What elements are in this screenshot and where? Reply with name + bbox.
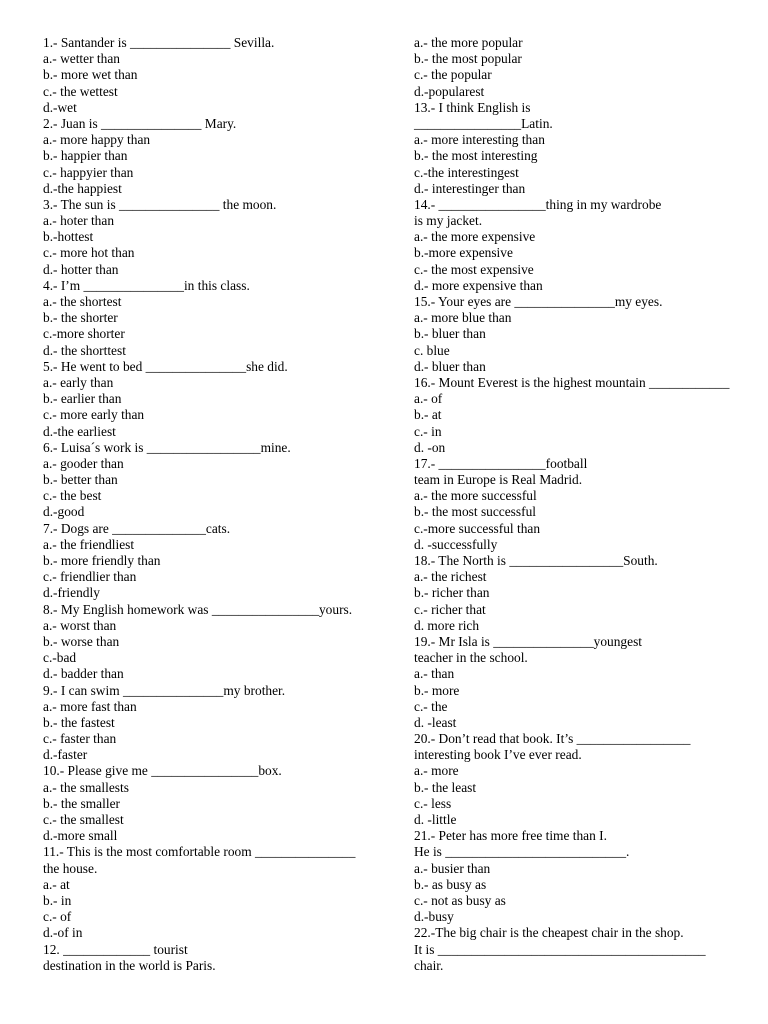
text-line: c.- the popular: [414, 67, 492, 83]
text-line: a.- the more popular: [414, 35, 523, 50]
text-line: b.- the most successful: [414, 504, 536, 520]
text-line: a.- gooder than: [43, 455, 124, 471]
text-line: b.- in: [43, 892, 72, 908]
text-line: 5.- He went to bed _______________she did.: [43, 358, 288, 374]
text-line: c.- the wettest: [43, 83, 118, 99]
text-line: a.- the friendliest: [43, 536, 135, 552]
text-line: b.- the least: [414, 779, 477, 795]
text-line: a.- the shortest: [43, 294, 122, 309]
text-line: c.- the smallest: [43, 812, 124, 827]
text-line: 1.- Santander is _______________ Sevilla.: [43, 35, 275, 50]
text-line: 19.- Mr Isla is _______________youngest: [414, 633, 643, 649]
text-line: a.- wetter than: [43, 51, 120, 67]
text-line: c.-bad: [43, 650, 77, 666]
right-column: [414, 35, 768, 974]
text-line: a.- more happy than: [43, 132, 151, 148]
text-line: 11.- This is the most comfortable room _______________: [43, 844, 356, 860]
left-column: [43, 35, 395, 974]
text-line: d.-popularest: [414, 83, 485, 99]
text-line: c.- in: [414, 423, 442, 439]
text-line: c.- more early than: [43, 407, 145, 423]
text-line: b.- the most interesting: [414, 148, 538, 164]
text-line: 7.- Dogs are ______________cats.: [43, 520, 231, 536]
text-line: 4.- I’m _______________in this class.: [43, 277, 250, 293]
text-line: d.- more expensive than: [414, 277, 543, 293]
text-line: c.-more shorter: [43, 326, 125, 342]
text-line: b.- as busy as: [414, 876, 487, 892]
text-line: 15.- Your eyes are _______________my eyes.: [414, 294, 663, 309]
text-line: d.- interestinger than: [414, 180, 526, 196]
text-line: c.- not as busy as: [414, 892, 506, 908]
text-line: 17.- ________________football: [414, 455, 588, 471]
text-line: b.- better than: [43, 472, 118, 488]
text-line: a.- the more expensive: [414, 229, 536, 245]
text-line: the house.: [43, 860, 98, 876]
text-line: c.- happyier than: [43, 164, 134, 180]
text-line: 3.- The sun is _______________ the moon.: [43, 196, 277, 212]
text-line: 21.- Peter has more free time than I.: [414, 828, 607, 844]
text-line: d. -least: [414, 714, 457, 730]
text-line: 10.- Please give me ________________box.: [43, 763, 282, 779]
text-line: d.- the shorttest: [43, 342, 126, 358]
text-line: b.- the smaller: [43, 795, 120, 811]
text-line: d.-faster: [43, 747, 88, 763]
text-line: b.- more friendly than: [43, 553, 161, 568]
text-line: c.- richer that: [414, 601, 486, 617]
text-line: b.- more: [414, 682, 460, 698]
text-line: chair.: [414, 957, 444, 973]
text-line: 8.- My English homework was ________________yours.: [43, 601, 353, 617]
text-line: d. -little: [414, 812, 457, 827]
text-line: a.- the richest: [414, 569, 487, 585]
text-line: d.- hotter than: [43, 261, 119, 277]
text-line: 9.- I can swim _______________my brother.: [43, 682, 286, 698]
text-line: 22.-The big chair is the cheapest chair in the shop.: [414, 925, 684, 941]
text-line: b.- bluer than: [414, 326, 486, 342]
text-line: a.- more fast than: [43, 698, 137, 714]
text-line: b.- the most popular: [414, 51, 522, 67]
text-line: is my jacket.: [414, 213, 483, 229]
text-line: d.-more small: [43, 828, 118, 844]
text-line: d.- bluer than: [414, 358, 486, 374]
text-line: a.- the more successful: [414, 488, 537, 504]
text-line: a.- busier than: [414, 860, 491, 876]
text-line: b.- richer than: [414, 585, 490, 601]
text-line: c.- the: [414, 698, 448, 714]
text-line: c.- the best: [43, 488, 102, 504]
text-line: 16.- Mount Everest is the highest mountain ____________: [414, 374, 730, 390]
text-line: d.-busy: [414, 909, 454, 925]
text-line: d.-the happiest: [43, 180, 122, 196]
text-line: a.- at: [43, 876, 70, 892]
text-line: a.- more blue than: [414, 310, 512, 326]
text-line: d.-wet: [43, 99, 77, 115]
text-line: c.-the interestingest: [414, 164, 519, 180]
text-line: a.- hoter than: [43, 213, 115, 229]
text-line: ________________Latin.: [414, 115, 553, 131]
text-line: destination in the world is Paris.: [43, 957, 216, 973]
text-line: It is ________________________________________: [414, 941, 706, 957]
text-line: d.-the earliest: [43, 423, 116, 439]
text-line: a.- early than: [43, 374, 114, 390]
text-line: 20.- Don’t read that book. It’s _________________: [414, 731, 691, 747]
text-line: d. more rich: [414, 617, 480, 633]
text-line: 14.- ________________thing in my wardrobe: [414, 196, 662, 212]
text-line: c.- less: [414, 795, 452, 811]
text-line: c. blue: [414, 342, 450, 358]
text-line: c.- faster than: [43, 731, 117, 747]
text-line: d.- badder than: [43, 666, 124, 682]
text-line: a.- the smallests: [43, 779, 129, 795]
text-line: c.-more successful than: [414, 520, 541, 536]
text-line: c.- of: [43, 909, 72, 925]
text-line: teacher in the school.: [414, 650, 528, 666]
text-line: He is ___________________________.: [414, 844, 630, 860]
text-line: c.- the most expensive: [414, 261, 534, 277]
text-line: b.- earlier than: [43, 391, 122, 407]
text-line: b.- the fastest: [43, 714, 115, 730]
text-line: d.-of in: [43, 925, 83, 941]
text-line: 13.- I think English is: [414, 99, 531, 115]
text-line: b.- the shorter: [43, 310, 118, 326]
text-line: b.- at: [414, 407, 442, 423]
text-line: d.-good: [43, 504, 85, 520]
text-line: interesting book I’ve ever read.: [414, 747, 582, 763]
text-line: team in Europe is Real Madrid.: [414, 472, 583, 488]
text-line: 2.- Juan is _______________ Mary.: [43, 115, 237, 131]
text-line: b.-hottest: [43, 229, 94, 245]
text-line: a.- more interesting than: [414, 132, 545, 148]
text-line: 18.- The North is _________________South.: [414, 553, 658, 568]
text-line: 6.- Luisa´s work is _________________mine.: [43, 439, 291, 455]
text-line: d. -on: [414, 439, 446, 455]
text-line: 12. _____________ tourist: [43, 941, 188, 957]
text-line: c.- friendlier than: [43, 569, 137, 585]
text-line: d.-friendly: [43, 585, 100, 601]
text-line: b.- worse than: [43, 633, 120, 649]
text-line: a.- more: [414, 763, 459, 779]
text-line: b.-more expensive: [414, 245, 513, 261]
text-line: d. -successfully: [414, 536, 498, 552]
text-line: b.- happier than: [43, 148, 128, 164]
text-line: c.- more hot than: [43, 245, 135, 261]
text-line: b.- more wet than: [43, 67, 138, 83]
text-line: a.- of: [414, 391, 443, 407]
text-line: a.- than: [414, 666, 455, 682]
text-line: a.- worst than: [43, 617, 117, 633]
